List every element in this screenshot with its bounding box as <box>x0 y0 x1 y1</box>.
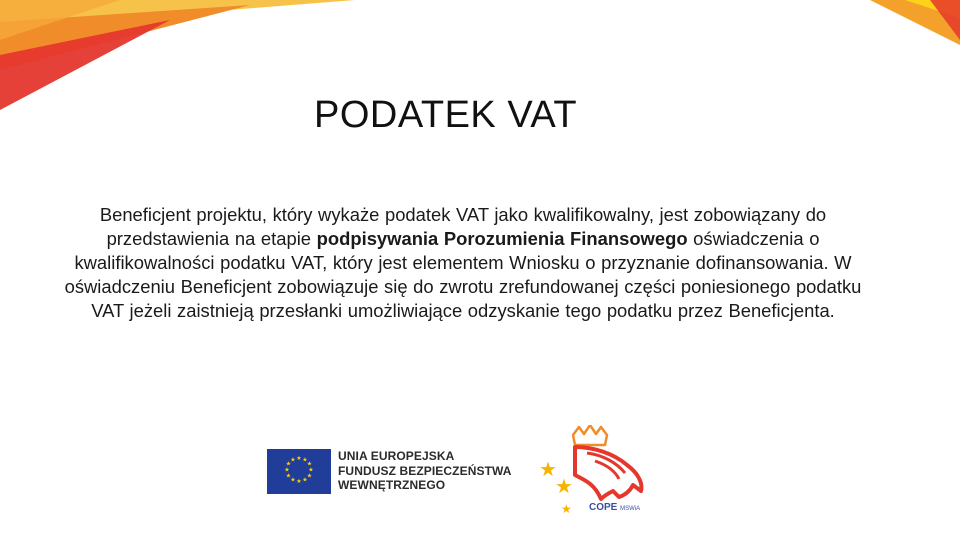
eu-caption-line-3: WEWNĘTRZNEGO <box>338 478 446 493</box>
svg-text:★: ★ <box>290 476 296 484</box>
slide-title: PODATEK VAT <box>314 94 578 136</box>
svg-text:★: ★ <box>284 466 290 474</box>
body-text-part-2: oświadczenia o kwalifikowalności podatku VAT, który jest elementem Wniosku o przyznanie dofinansowania. W oświadczeniu Beneficjent zobowiązuje się do zwrotu zrefundowanej części poniesionego podatku VAT jeżeli zaistnieją przesłanki umożliwiające odzyskanie tego podatku przez Beneficjenta. <box>64 228 862 321</box>
svg-text:★: ★ <box>285 472 292 480</box>
eu-caption-line-2: FUNDUSZ BEZPIECZEŃSTWA <box>338 463 512 478</box>
corner-decoration-top-left <box>0 0 360 130</box>
svg-text:★: ★ <box>296 455 302 462</box>
svg-text:★: ★ <box>296 478 302 485</box>
svg-text:★: ★ <box>306 460 313 468</box>
eu-caption-line-1: UNIA EUROPEJSKA <box>338 449 455 463</box>
eu-fund-caption <box>338 449 512 493</box>
eu-stars-icon <box>267 449 331 494</box>
svg-text:★: ★ <box>302 456 308 464</box>
cope-sublabel: MSWiA <box>620 506 641 512</box>
svg-text:★: ★ <box>539 457 557 481</box>
cope-label-text: COPE <box>589 502 618 513</box>
eu-flag-logo <box>267 449 331 494</box>
svg-text:★: ★ <box>306 472 313 480</box>
slide-body-text <box>60 203 866 323</box>
svg-text:★: ★ <box>285 460 292 468</box>
body-text-bold: podpisywania Porozumienia Finansowego <box>316 228 688 249</box>
svg-text:★: ★ <box>290 456 296 464</box>
svg-text:★: ★ <box>555 474 573 498</box>
crown-icon <box>573 425 607 445</box>
svg-text:★: ★ <box>302 476 308 484</box>
svg-text:★: ★ <box>308 466 314 474</box>
cope-stars-icon <box>539 457 573 516</box>
svg-text:★: ★ <box>561 502 572 516</box>
cope-label <box>589 502 640 513</box>
corner-decoration-top-right <box>830 0 960 50</box>
body-text-part-1: Beneficjent projektu, który wykaże podatek VAT jako kwalifikowalny, jest zobowiązany do przedstawienia na etapie <box>99 204 827 249</box>
